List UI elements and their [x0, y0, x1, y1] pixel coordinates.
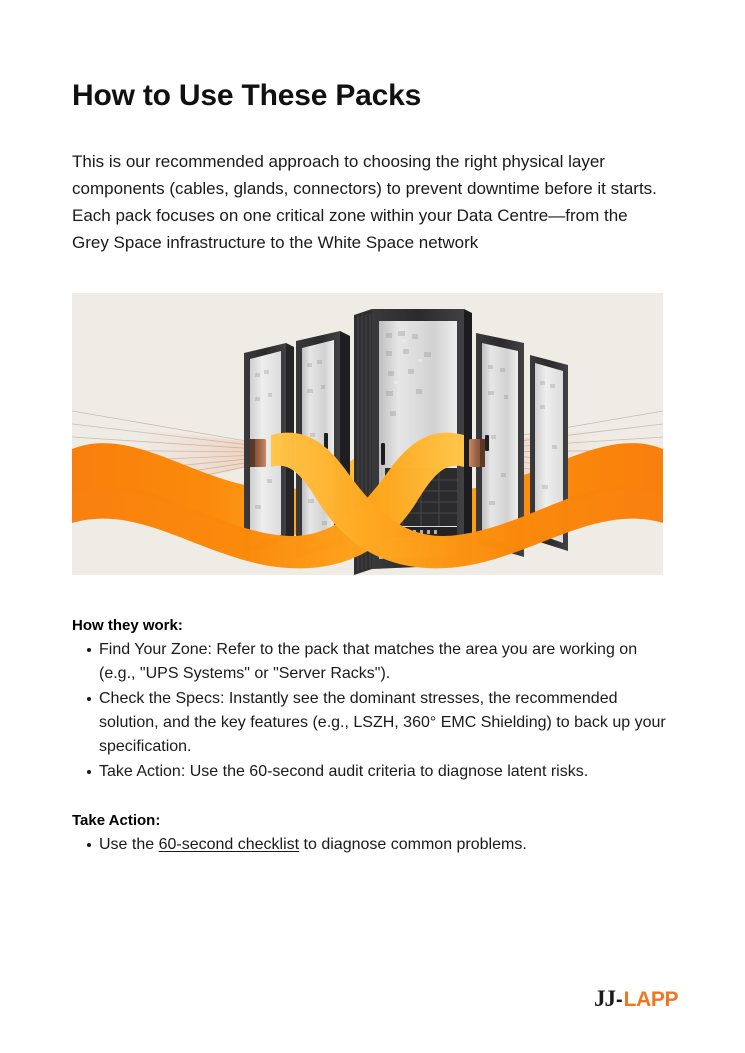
bullet-dot-icon	[87, 648, 91, 652]
page-title: How to Use These Packs	[72, 79, 422, 112]
section-how-they-work	[72, 617, 672, 785]
data-centre-racks-graphic	[72, 293, 663, 575]
list-item-text: Find Your Zone: Refer to the pack that matches the area you are working on (e.g., "UPS Systems" or "Server Racks").	[99, 641, 638, 682]
list-item-text-suffix: to diagnose common problems.	[299, 836, 527, 853]
list-item	[72, 760, 672, 784]
hero-illustration	[72, 293, 663, 575]
fibre-connector-left	[250, 439, 266, 467]
list-item	[72, 638, 672, 686]
list-item-text: Check the Specs: Instantly see the dominant stresses, the recommended solution, and the key features (e.g., LSZH, 360° EMC Shielding) to back up your specification.	[99, 690, 666, 755]
section-take-action	[72, 812, 672, 858]
how-they-work-list	[72, 638, 672, 784]
list-item-text-prefix: Use the	[99, 836, 159, 853]
intro-paragraph: This is our recommended approach to choosing the right physical layer components (cables, glands, connectors) to prevent downtime before it starts. Each pack focuses on one critical zone within your Data Centre—from the Grey Space infrastructure to the White Space network	[72, 152, 657, 252]
document-header	[72, 78, 664, 256]
list-item-text: Take Action: Use the 60-second audit criteria to diagnose latent risks.	[99, 763, 589, 780]
bullet-dot-icon	[87, 843, 91, 847]
list-item	[72, 687, 672, 759]
fibre-connector-right	[469, 439, 485, 467]
section-heading-take-action: Take Action:	[72, 812, 161, 829]
jj-lapp-logo	[594, 986, 678, 1012]
logo-wordmark-lapp: LAPP	[623, 988, 679, 1011]
logo-separator: -	[616, 989, 623, 1011]
logo-mark-jj: JJ	[594, 986, 615, 1011]
list-item	[72, 833, 672, 857]
section-heading-how-they-work: How they work:	[72, 617, 183, 634]
bullet-dot-icon	[87, 770, 91, 774]
bullet-dot-icon	[87, 697, 91, 701]
take-action-list	[72, 833, 672, 857]
sixty-second-checklist-link[interactable]: 60-second checklist	[158, 836, 300, 853]
